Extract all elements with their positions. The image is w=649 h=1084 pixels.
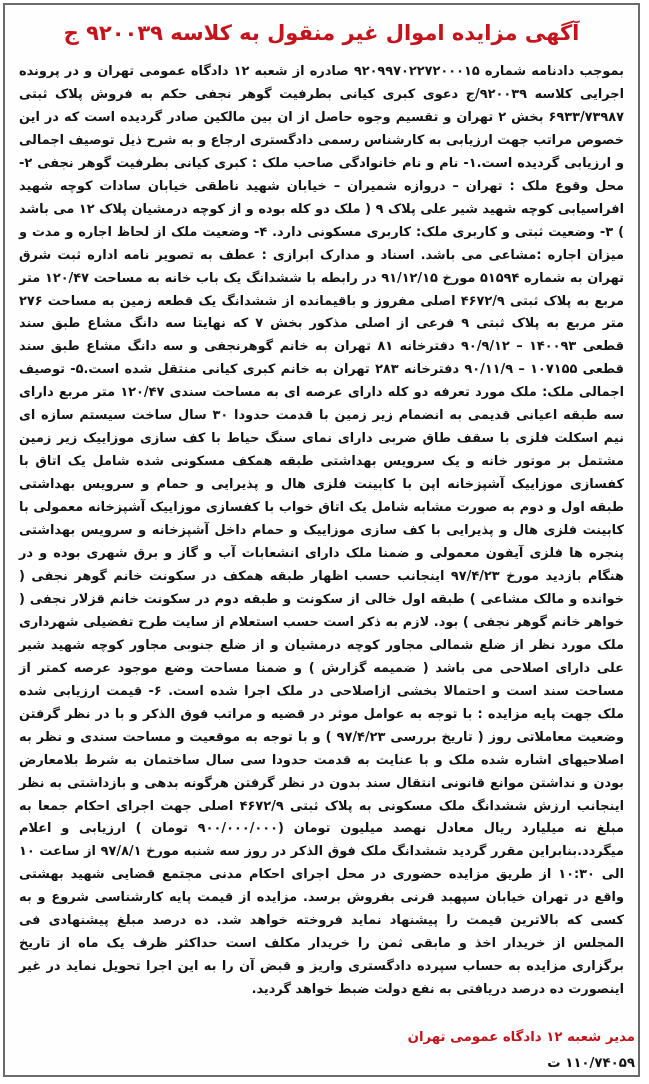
signature-line <box>408 1026 635 1050</box>
signature-court: شعبه ۱۲ دادگاه عمومی تهران <box>407 1030 602 1045</box>
notice-body: بموجب دادنامه شماره ۹۲۰۹۹۷۰۲۲۷۲۰۰۰۱۵ صادره از شعبه ۱۲ دادگاه عمومی تهران و در پرونده اجرایی کلاسه ۹۲۰۰۳۹/ج دعوی کبری کیانی بطرفیت گوهر نجفی حکم به فروش پلاک ثبتی ۶۹۳۳/۷۳۹۸۷ بخش ۲ تهران و تقسیم وجوه حاصل از ان بین مالکین صادر گردیده است که در این خصوص مراتب جهت ارزیابی به کارشناس رسمی دادگستری ارجاع و به شرح ذیل توصیف اجمالی و ارزیابی گردیده است.۱- نام و نام خانوادگی صاحب ملک : کبری کیانی بطرفیت گوهر نجفی ۲- محل وقوع ملک : تهران – دروازه شمیران – خیابان شهید ناطقی خیابان سادات کوچه شهید افراسیابی کوچه شهید شیر علی پلاک ۹ ( ملک دو کله بوده و از کوچه درمشیان پلاک ۱۲ می باشد ) ۳- وضعیت ثبتی و کاربری ملک: کاربری مسکونی دارد. ۴- وضعیت ملک از لحاظ اجاره و مدت و میزان اجاره :مشاعی می باشد. اسناد و مدارک ابرازی : عطف به تصویر نامه اداره ثبت شرق تهران به شماره ۵۱۵۹۴ مورخ ۹۱/۱۲/۱۵ در رابطه با ششدانگ یک باب خانه به مساحت ۱۲۰/۴۷ متر مربع به پلاک ثبتی ۴۶۷۲/۹ اصلی مفروز و باقیمانده از ششدانگ یک قطعه زمین به مساحت ۲۷۶ متر مربع به پلاک ثبتی ۹ فرعی از اصلی مذکور بخش ۷ که نهایتا سه دانگ مشاع طبق سند قطعی ۱۴۰۰۹۳ – ۹۰/۹/۱۲ دفترخانه ۸۱ تهران به خانم گوهرنجفی و سه دانگ مشاع طبق سند قطعی ۱۰۷۱۵۵ – ۹۰/۱۱/۹ دفترخانه ۲۸۳ تهران به خانم کبری کیانی منتقل شده است.۵- توصیف اجمالی ملک: ملک مورد تعرفه دو کله دارای عرصه ای به مساحت سندی ۱۲۰/۴۷ متر مربع دارای سه طبقه اعیانی قدیمی به انضمام زیر زمین با قدمت حدودا ۳۰ سال ساخت سیستم سازه ای نیم اسکلت فلزی با سقف طاق ضربی دارای نمای سنگ حیاط با کف سازی موزاییک زیر زمین مشتمل بر موتور خانه و یک سرویس بهداشتی طبقه همکف مسکونی شده شامل یک اتاق با کفسازی موزاییک آشپزخانه اپن با کابینت فلزی هال و پذیرایی و حمام و سرویس بهداشتی طبقه اول و دوم به صورت مشابه شامل یک اتاق خواب با کفسازی موزاییک آشپزخانه معمولی با کابینت فلزی هال و پذیرایی با کف سازی موزاییک و حمام داخل آشپزخانه و سرویس بهداشتی پنجره ها فلزی آیفون معمولی و ضمنا ملک دارای انشعابات آب و گاز و برق شهری بوده و در هنگام بازدید مورخ ۹۷/۴/۲۳ اینجانب حسب اظهار طبقه همکف در سکونت خانم گوهر نجفی ( خوانده و مالک مشاعی ) طبقه اول خالی از سکونت و طبقه دوم در سکونت خانم قزلار نجفی ( خواهر خانم گوهر نجفی ) بود. لازم به ذکر است حسب استعلام از سایت طرح تفضیلی شهرداری ملک مورد نظر از ضلع شمالی مجاور کوچه درمشیان و از ضلع جنوبی مجاور کوچه شهید شیر علی دارای اصلاحی می باشد ( ضمیمه گزارش ) و ضمنا مساحت وضع موجود عرصه کمتر از مساحت سند است و احتمالا بخشی ازاصلاحی در ملک اجرا شده است. ۶- قیمت ارزیابی شده ملک جهت پایه مزایده : با توجه به عوامل موثر در قضیه و مراتب فوق الذکر و با در نظر گرفتن وضعیت معاملاتی روز ( تاریخ بررسی ۹۷/۴/۲۳ ) و با توجه به موقعیت و مساحت سندی و نظر به اصلاحیهای اشاره شده ملک و با عنایت به قدمت حدودا سی سال ساختمان به شرط بلامعارض بودن و نداشتن موانع قانونی انتقال سند بدون در نظر گرفتن هرگونه بدهی و بازداشتی به نظر اینجانب ارزش ششدانگ ملک مسکونی به پلاک ثبتی ۴۶۷۲/۹ اصلی جهت اجرای احکام جمعا به مبلغ نه میلیارد ریال معادل نهصد میلیون تومان (۹۰۰/۰۰۰/۰۰۰ تومان ) ارزیابی و اعلام میگردد.بنابراین مقرر گردید ششدانگ ملک فوق الذکر در روز سه شنبه مورخ ۹۷/۸/۱ از ساعت ۱۰ الی ۱۰:۳۰ از طریق مزایده حضوری در محل اجرای احکام مدنی مجتمع قضایی شهید بهشتی واقع در تهران خیابان سپهبد قرنی بفروش برسد. مزایده از قیمت پایه کارشناسی شروع و به کسی که بالاترین قیمت را پیشنهاد نماید فروخته خواهد شد. ده درصد مبلغ پیشنهادی فی المجلس از خریدار اخذ و مابقی ثمن را خریدار مکلف است حداکثر ظرف یک ماه از تاریخ برگزاری مزایده به حساب سپرده دادگستری واریز و قبض آن را به این اجرا تحویل نماید در غیر اینصورت ده درصد دریافتی به نفع دولت ضبط خواهد گردید. <box>19 64 625 998</box>
signature-role: مدیر <box>605 1030 635 1045</box>
notice-title: آگهی مزایده اموال غیر منقول به کلاسه ۹۲۰۰۳۹ ج <box>63 21 580 45</box>
notice-footer <box>14 1026 635 1076</box>
notice-code: ۱۱۰/۷۴۰۵۹ ت <box>547 1056 635 1071</box>
legal-notice <box>3 3 640 1077</box>
